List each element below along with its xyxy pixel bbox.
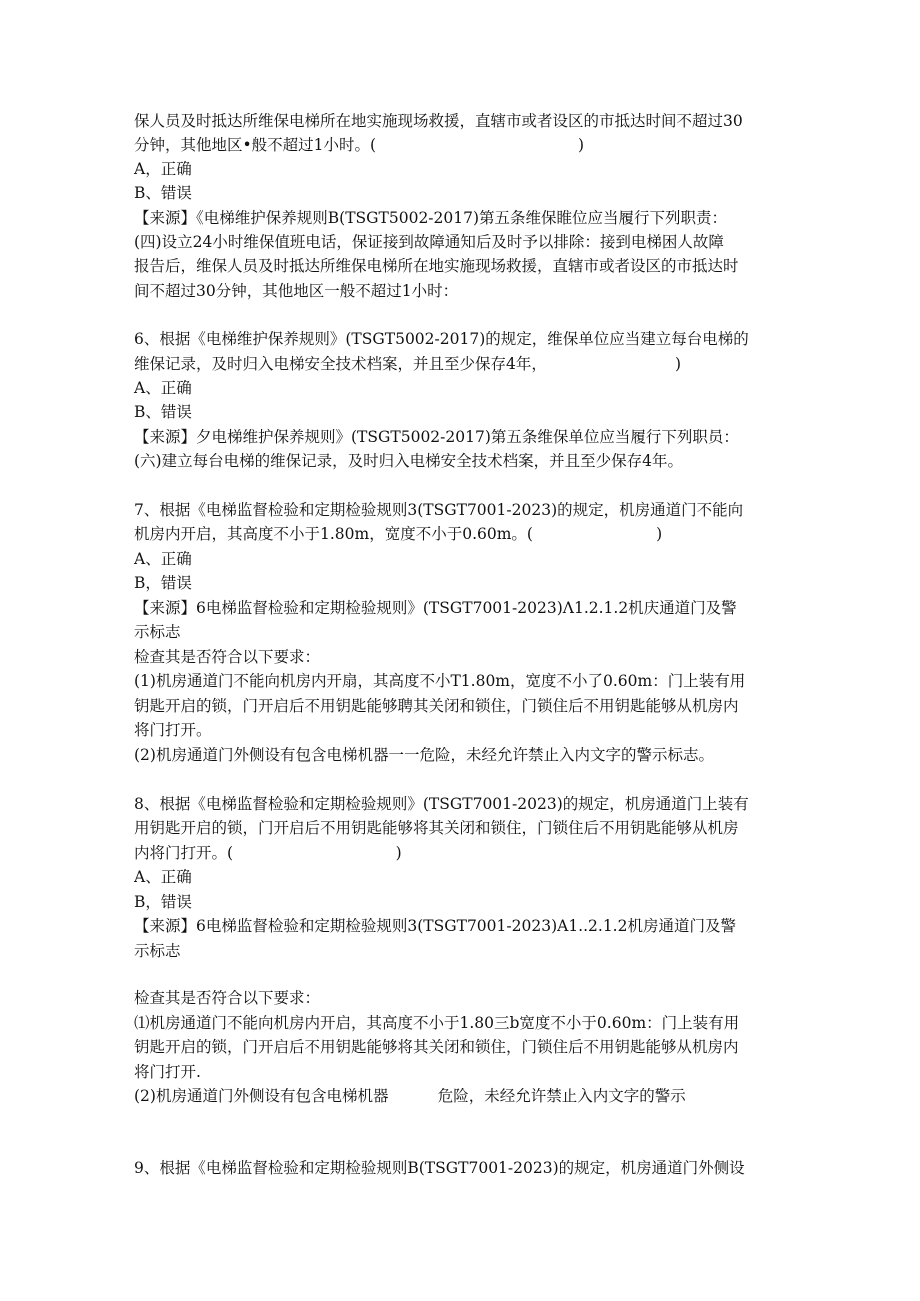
option-b: B、错误 bbox=[134, 403, 192, 421]
question-7: 7、根据《电梯监督检验和定期检验规则3(TSGT7001-2023)的规定，机房通道门不能向 bbox=[134, 501, 744, 519]
text-line: 钥匙开启的锁，门开启后不用钥匙能够聘其关闭和锁住，门锁住后不用钥匙能够从机房内 bbox=[134, 697, 739, 715]
text-line: 机房内开启，其高度不小于1.80m，宽度不小于0.60m。( ) bbox=[134, 525, 663, 543]
text-line: (2)机房通道门外侧设有包含电梯机器一一危险，未经允许禁止入内文字的警示标志。 bbox=[134, 746, 714, 764]
option-b: B、错误 bbox=[134, 184, 192, 202]
option-a: A，正确 bbox=[134, 160, 192, 178]
text-line: (六)建立每台电梯的维保记录，及时归入电梯安全技术档案，并且至少保存4年。 bbox=[134, 452, 683, 470]
text-line: 间不超过30分钟，其他地区一般不超过1小时： bbox=[134, 282, 459, 300]
option-a: A、正确 bbox=[134, 379, 192, 397]
source-note: 【来源】夕电梯维护保养规则》(TSGT5002-2017)第五条维保单位应当履行下列职员： bbox=[134, 428, 739, 446]
text-line: 将门打开. bbox=[134, 1063, 201, 1081]
source-note: 【来源】6电梯监督检验和定期检验规则》(TSGT7001-2023)Λ1.2.1.2机庆通道门及警 bbox=[134, 599, 737, 617]
text-line: (四)设立24小时维保值班电话，保证接到故障通知后及时予以排除：接到电梯困人故障 bbox=[134, 233, 724, 251]
text-line: 检查其是否符合以下要求： bbox=[134, 989, 321, 1007]
source-note: 【来源】6电梯监督检验和定期检验规则3(TSGT7001-2023)A1..2.1.2机房通道门及警 bbox=[134, 917, 736, 935]
option-a: A、正确 bbox=[134, 868, 192, 886]
option-b: B，错误 bbox=[134, 893, 192, 911]
text-line: 保人员及时抵达所维保电梯所在地实施现场救援，直辖市或者设区的市抵达时间不超过30 bbox=[134, 112, 743, 130]
option-b: B，错误 bbox=[134, 574, 192, 592]
text-line: 内将门打开。( ) bbox=[134, 844, 402, 862]
text-line: 维保记录，及时归入电梯安全技术档案，并且至少保存4年， ) bbox=[134, 355, 682, 373]
text-line: (1)机房通道门不能向机房内开扇，其高度不小T1.80m，宽度不小了0.60m：门上装有用 bbox=[134, 672, 746, 690]
question-6: 6、根据《电梯维护保养规则》(TSGT5002-2017)的规定，维保单位应当建立每台电梯的 bbox=[134, 330, 749, 348]
source-note: 【来源】《电梯维护保养规则B(TSGT5002-2017)第五条维保睢位应当履行下列职责： bbox=[134, 209, 728, 227]
text-line: 将门打开。 bbox=[134, 721, 212, 739]
text-line: 示标志 bbox=[134, 623, 181, 641]
question-9: 9、根据《电梯监督检验和定期检验规则B(TSGT7001-2023)的规定，机房通道门外侧设 bbox=[134, 1159, 745, 1177]
text-line: 示标志 bbox=[134, 942, 181, 960]
text-line: (2)机房通道门外侧设有包含电梯机器 危险，未经允许禁止入内文字的警示 bbox=[134, 1087, 686, 1105]
text-line: 用钥匙开启的锁，门开启后不用钥匙能够将其关闭和锁住，门锁住后不用钥匙能够从机房 bbox=[134, 819, 739, 837]
text-line: 分钟，其他地区•般不超过1小时。( ) bbox=[134, 136, 585, 154]
text-line: 钥匙开启的锁，门开启后不用钥匙能够将其关闭和锁住，门锁住后不用钥匙能够从机房内 bbox=[134, 1038, 739, 1056]
text-line: ⑴机房通道门不能向机房内开启，其高度不小于1.80三b宽度不小于0.60m：门上装有用 bbox=[134, 1014, 740, 1032]
question-8: 8、根据《电梯监督检验和定期检验规则》(TSGT7001-2023)的规定，机房通道门上装有 bbox=[134, 795, 749, 813]
text-line: 检查其是否符合以下要求： bbox=[134, 648, 321, 666]
option-a: A、正确 bbox=[134, 550, 192, 568]
text-line: 报告后，维保人员及时抵达所维保电梯所在地实施现场救援，直辖市或者设区的市抵达时 bbox=[134, 257, 739, 275]
